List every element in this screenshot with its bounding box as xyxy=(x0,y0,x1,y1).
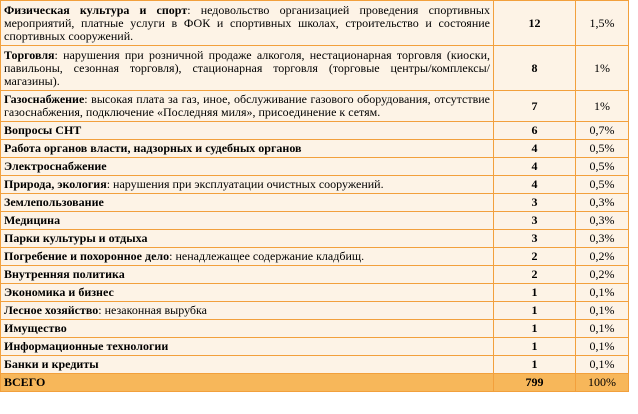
category-title: Банки и кредиты xyxy=(4,357,99,371)
table-row xyxy=(1,91,629,122)
percent-cell: 0,1% xyxy=(576,338,629,356)
total-row xyxy=(1,374,629,392)
category-title: Торговля xyxy=(4,47,55,62)
count-cell: 3 xyxy=(494,194,576,212)
category-title: Погребение и похоронное дело xyxy=(4,249,170,263)
count-cell: 3 xyxy=(494,230,576,248)
category-cell xyxy=(1,230,494,248)
category-cell xyxy=(1,1,494,46)
count-cell: 4 xyxy=(494,140,576,158)
percent-cell: 0,1% xyxy=(576,320,629,338)
percent-cell: 0,1% xyxy=(576,356,629,374)
category-title: Имущество xyxy=(4,321,67,335)
category-cell xyxy=(1,122,494,140)
percent-cell: 0,3% xyxy=(576,212,629,230)
percent-cell: 0,5% xyxy=(576,140,629,158)
category-title: Природа, экология xyxy=(4,177,107,191)
category-title: Вопросы СНТ xyxy=(4,123,82,137)
table-row xyxy=(1,158,629,176)
category-cell xyxy=(1,284,494,302)
category-cell xyxy=(1,140,494,158)
category-cell xyxy=(1,194,494,212)
category-title: Газоснабжение xyxy=(4,92,85,106)
table-row xyxy=(1,248,629,266)
percent-cell: 0,1% xyxy=(576,284,629,302)
percent-cell: 0,2% xyxy=(576,248,629,266)
category-title: Физическая культура и спорт xyxy=(4,2,188,17)
category-description: : ненадлежащее содержание кладбищ. xyxy=(169,249,365,263)
table-row xyxy=(1,230,629,248)
category-title: Экономика и бизнес xyxy=(4,285,114,299)
count-cell: 2 xyxy=(494,266,576,284)
table-row xyxy=(1,356,629,374)
total-percent: 100% xyxy=(576,374,629,392)
count-cell: 12 xyxy=(494,1,576,46)
category-cell xyxy=(1,91,494,122)
category-cell xyxy=(1,266,494,284)
category-cell xyxy=(1,158,494,176)
category-description: : незаконная вырубка xyxy=(98,303,207,317)
category-title: Парки культуры и отдыха xyxy=(4,231,148,245)
count-cell: 6 xyxy=(494,122,576,140)
count-cell: 7 xyxy=(494,91,576,122)
category-cell xyxy=(1,212,494,230)
count-cell: 2 xyxy=(494,248,576,266)
count-cell: 3 xyxy=(494,212,576,230)
table-row xyxy=(1,266,629,284)
table-row xyxy=(1,284,629,302)
percent-cell: 1% xyxy=(576,46,629,91)
count-cell: 1 xyxy=(494,302,576,320)
category-description: : высокая плата за газ, иное, обслуживание газового оборудования, отсутствие газоснабжения, подключение «Последняя миля», присоединение к сетям. xyxy=(4,92,490,119)
category-title: Работа органов власти, надзорных и судебных органов xyxy=(4,141,302,155)
table-body xyxy=(1,1,629,374)
category-description: : нарушения при розничной продаже алкоголя, нестационарная торговля (киоски, павильоны, сезонная торговля), стационарная торговля (торговые центры/комплексы/магазины). xyxy=(4,47,490,88)
table-row xyxy=(1,46,629,91)
table-row xyxy=(1,122,629,140)
category-title: Внутренняя политика xyxy=(4,267,125,281)
category-title: Землепользование xyxy=(4,195,104,209)
percent-cell: 0,5% xyxy=(576,176,629,194)
category-cell xyxy=(1,176,494,194)
table-row xyxy=(1,1,629,46)
category-title: Лесное хозяйство xyxy=(4,303,99,317)
table-row xyxy=(1,176,629,194)
percent-cell: 0,1% xyxy=(576,302,629,320)
count-cell: 4 xyxy=(494,176,576,194)
category-cell xyxy=(1,46,494,91)
table-row xyxy=(1,302,629,320)
percent-cell: 1,5% xyxy=(576,1,629,46)
count-cell: 1 xyxy=(494,338,576,356)
percent-cell: 0,7% xyxy=(576,122,629,140)
table-row xyxy=(1,338,629,356)
total-label: ВСЕГО xyxy=(1,374,494,392)
count-cell: 1 xyxy=(494,320,576,338)
category-title: Информационные технологии xyxy=(4,339,169,353)
table-row xyxy=(1,212,629,230)
category-cell xyxy=(1,302,494,320)
category-title: Медицина xyxy=(4,213,61,227)
total-count: 799 xyxy=(494,374,576,392)
category-title: Электроснабжение xyxy=(4,159,107,173)
category-cell xyxy=(1,320,494,338)
percent-cell: 0,3% xyxy=(576,230,629,248)
percent-cell: 1% xyxy=(576,91,629,122)
category-description: : нарушения при эксплуатации очистных сооружений. xyxy=(106,177,384,191)
category-cell xyxy=(1,356,494,374)
table-row xyxy=(1,320,629,338)
table-row xyxy=(1,140,629,158)
category-cell xyxy=(1,248,494,266)
count-cell: 1 xyxy=(494,356,576,374)
count-cell: 4 xyxy=(494,158,576,176)
table-row xyxy=(1,194,629,212)
percent-cell: 0,5% xyxy=(576,158,629,176)
category-description: : недовольство организацией проведения спортивных мероприятий, платные услуги в ФОК и спортивных школах, строительство и состояние спортивных сооружений. xyxy=(4,2,490,43)
count-cell: 1 xyxy=(494,284,576,302)
category-cell xyxy=(1,338,494,356)
percent-cell: 0,2% xyxy=(576,266,629,284)
count-cell: 8 xyxy=(494,46,576,91)
percent-cell: 0,3% xyxy=(576,194,629,212)
